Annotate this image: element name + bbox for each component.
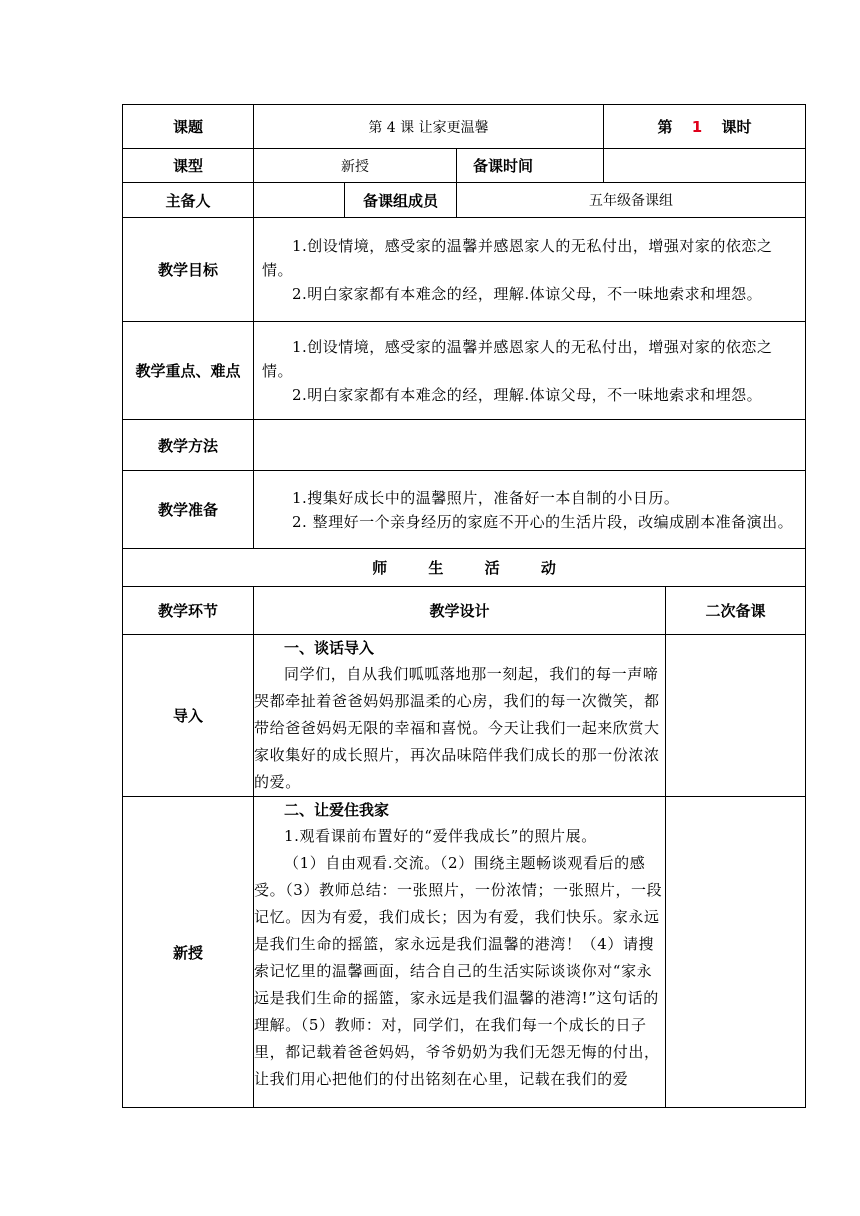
stage-paragraph: 同学们，自从我们呱呱落地那一刻起，我们的每一声啼哭都牵扯着爸爸妈妈那温柔的心房，我们的每一次微笑，都带给爸爸妈妈无限的幸福和喜悦。今天让我们一起来欣赏大家收集好的成长照片，再次品味陪伴我们成长的那一份浓浓的爱。 [254,665,660,791]
lead-row [123,183,806,218]
activity-heading-char: 生 [428,559,444,577]
lesson-period [604,105,806,149]
preparation-label: 教学准备 [123,471,254,549]
second-prep-cell [666,797,806,1108]
preparation-item: 1.搜集好成长中的温馨照片，准备好一本自制的小日历。 [292,488,680,507]
key-point-item: 1.创设情境，感受家的温馨并感恩家人的无私付出，增强对家的依恋之情。 [262,337,773,380]
goal-item: 1.创设情境，感受家的温馨并感恩家人的无私付出，增强对家的依恋之情。 [262,236,773,279]
lead-label: 主备人 [123,183,254,218]
preparation-row [123,471,806,549]
design-column-header: 教学设计 [254,587,666,635]
goals-content [254,218,806,322]
goals-label: 教学目标 [123,218,254,322]
activity-heading-char: 活 [484,559,500,577]
topic-label: 课题 [123,105,254,149]
group-label: 备课组成员 [345,183,457,218]
second-prep-cell [666,635,806,797]
type-value: 新授 [254,149,457,183]
column-header-row [123,587,806,635]
key-point-item: 2.明白家家都有本难念的经，理解.体谅父母，不一味地索求和埋怨。 [292,385,763,404]
prep-time-value [604,149,806,183]
key-points-row [123,322,806,420]
type-row [123,149,806,183]
stage-row [123,635,806,797]
lesson-plan-table [122,104,806,1108]
prep-time-label: 备课时间 [457,149,604,183]
second-prep-column-header: 二次备课 [666,587,806,635]
goal-item: 2.明白家家都有本难念的经，理解.体谅父母，不一味地索求和埋怨。 [292,284,763,303]
stage-paragraph: 1.观看课前布置好的“爱伴我成长”的照片展。 [284,827,597,845]
lesson-prefix: 第 [657,118,673,136]
method-label: 教学方法 [123,420,254,471]
stage-column-header: 教学环节 [123,587,254,635]
activity-heading [123,549,806,587]
stage-name: 新授 [123,797,254,1108]
topic-value: 第 4 课 让家更温馨 [254,105,604,149]
stage-design [254,635,666,797]
method-value [254,420,806,471]
topic-row [123,105,806,149]
group-value: 五年级备课组 [457,183,806,218]
stage-row [123,797,806,1108]
stage-design [254,797,666,1108]
stage-paragraph: （1）自由观看.交流。（2）围绕主题畅谈观看后的感受。（3）教师总结：一张照片，一份浓情；一张照片，一段记忆。因为有爱，我们成长；因为有爱，我们快乐。家永远是我们生命的摇篮，家永远是我们温馨的港湾！（4）请搜索记忆里的温馨画面，结合自己的生活实际谈谈你对“家永远是我们生命的摇篮，家永远是我们温馨的港湾!”这句话的理解。（5）教师：对，同学们，在我们每一个成长的日子里，都记载着爸爸妈妈，爷爷奶奶为我们无怨无悔的付出，让我们用心把他们的付出铭刻在心里，记载在我们的爱 [254,854,663,1088]
activity-heading-char: 动 [540,559,556,577]
stage-name: 导入 [123,635,254,797]
lesson-number: 1 [691,118,703,136]
method-row [123,420,806,471]
type-label: 课型 [123,149,254,183]
preparation-content [254,471,806,549]
preparation-item: 2. 整理好一个亲身经历的家庭不开心的生活片段，改编成剧本准备演出。 [292,512,794,531]
activity-heading-row [123,549,806,587]
key-points-label: 教学重点、难点 [123,322,254,420]
lead-value [254,183,345,218]
goals-row [123,218,806,322]
key-points-content [254,322,806,420]
stage-heading: 二、让爱住我家 [284,801,390,819]
activity-heading-char: 师 [372,559,388,577]
stage-heading: 一、谈话导入 [284,639,375,657]
lesson-suffix: 课时 [721,118,752,136]
